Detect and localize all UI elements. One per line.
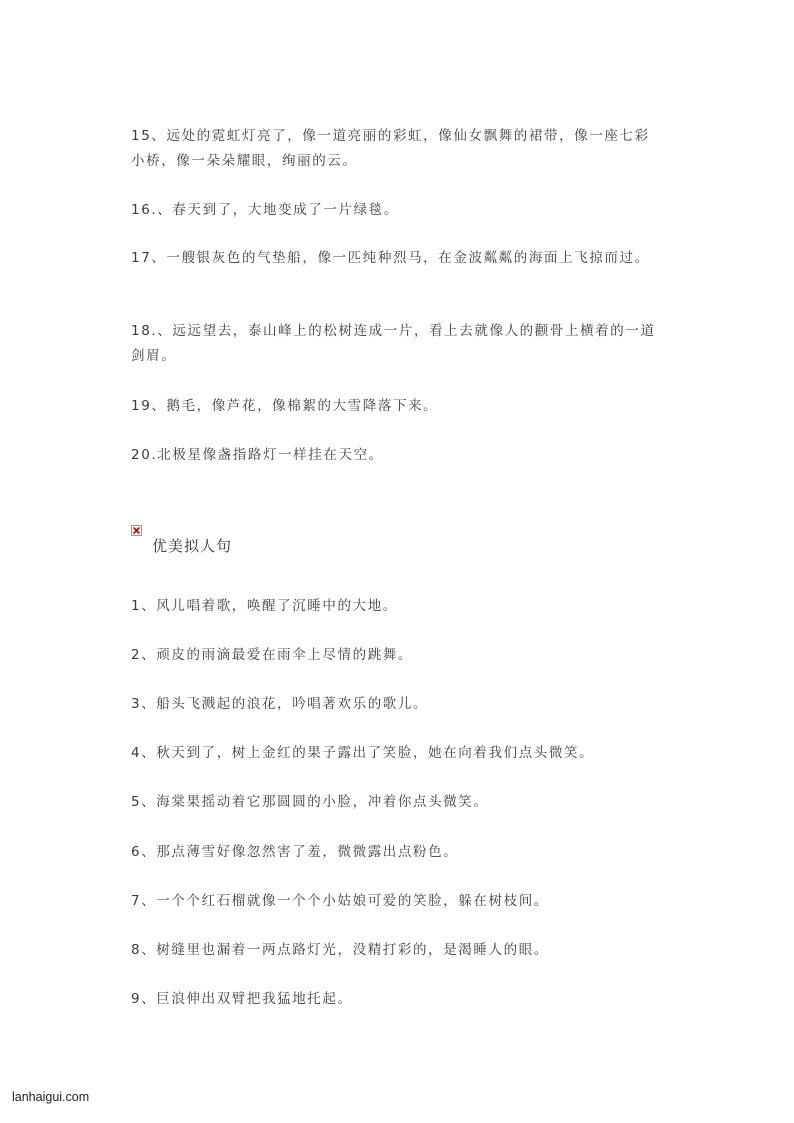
section-header xyxy=(131,525,431,555)
personification-4: 4、秋天到了，树上金红的果子露出了笑脸，她在向着我们点头微笑。 xyxy=(131,745,595,761)
personification-7: 7、一个个红石榴就像一个个小姑娘可爱的笑脸，躲在树枝间。 xyxy=(131,893,549,909)
simile-19: 19、鹅毛，像芦花，像棉絮的大雪降落下来。 xyxy=(131,398,439,414)
personification-1: 1、风儿唱着歌，唤醒了沉睡中的大地。 xyxy=(131,598,398,614)
simile-15: 15、远处的霓虹灯亮了，像一道亮丽的彩虹，像仙女飘舞的裙带，像一座七彩小桥，像一朵朵耀眼，绚丽的云。 xyxy=(131,128,650,169)
personification-8: 8、树缝里也漏着一两点路灯光，没精打彩的，是渴睡人的眼。 xyxy=(131,942,549,958)
personification-2: 2、顽皮的雨滴最爱在雨伞上尽情的跳舞。 xyxy=(131,647,413,663)
simile-17: 17、一艘银灰色的气垫船，像一匹纯种烈马，在金波粼粼的海面上飞掠而过。 xyxy=(131,250,650,266)
personification-5: 5、海棠果摇动着它那圆圆的小脸，冲着你点头微笑。 xyxy=(131,794,489,810)
simile-16: 16.、春天到了，大地变成了一片绿毯。 xyxy=(131,202,399,218)
personification-6: 6、那点薄雪好像忽然害了羞，微微露出点粉色。 xyxy=(131,844,459,860)
footer-site-link[interactable]: lanhaigui.com xyxy=(12,1090,90,1104)
simile-20: 20.北极星像盏指路灯一样挂在天空。 xyxy=(131,447,384,463)
personification-9: 9、巨浪伸出双臂把我猛地托起。 xyxy=(131,991,353,1007)
broken-image-icon xyxy=(131,525,142,536)
personification-3: 3、船头飞溅起的浪花，吟唱著欢乐的歌儿。 xyxy=(131,696,429,712)
section-title: 优美拟人句 xyxy=(152,537,233,555)
simile-18: 18.、远远望去，泰山峰上的松树连成一片，看上去就像人的颧骨上横着的一道剑眉。 xyxy=(131,323,656,364)
